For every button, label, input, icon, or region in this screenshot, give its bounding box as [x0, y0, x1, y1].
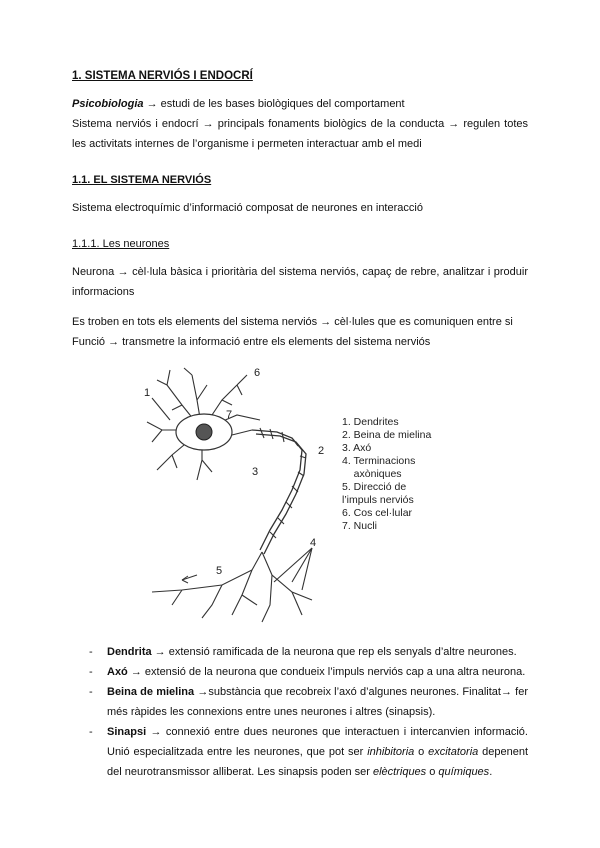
sinapsi-definition-part1: → connexió entre dues neurones que interactuen i intercanvien informació. Unió especialitzada entre les neurones, que pot ser — [107, 726, 528, 758]
dendrita-term: Dendrita — [107, 646, 152, 658]
troben-paragraph — [72, 312, 528, 352]
sinapsi-end: . — [489, 766, 493, 778]
sinapsi-quimiques: químiques — [438, 766, 490, 778]
neuron-label-5: 5 — [216, 565, 223, 577]
nucleus-shape — [196, 424, 212, 440]
section-1-1-title: 1.1. EL SISTEMA NERVIÓS — [72, 174, 212, 186]
psicobiologia-definition: → estudi de les bases biològiques del comportament — [143, 98, 405, 110]
neuron-label-4: 4 — [310, 537, 317, 549]
legend-item: 2. Beina de mielina — [342, 429, 432, 441]
list-item-axo — [72, 662, 528, 682]
bullet-dash: - — [89, 666, 93, 678]
axo-term: Axó — [107, 666, 128, 678]
list-item-sinapsi — [72, 722, 528, 782]
legend-item: 3. Axó — [342, 442, 372, 454]
legend-item: 7. Nucli — [342, 520, 378, 532]
troben-line: Es troben en tots els elements del sistema nerviós → cèl·lules que es comuniquen entre si — [72, 316, 513, 328]
legend-item: l’impuls nerviós — [342, 494, 414, 506]
bullet-dash: - — [89, 726, 93, 738]
bullet-dash: - — [89, 686, 93, 698]
legend-item: 1. Dendrites — [342, 416, 399, 428]
psicobiologia-paragraph — [72, 94, 528, 114]
legend-item: axòniques — [342, 468, 402, 480]
neuron-label-1: 1 — [144, 387, 151, 399]
neuron-label-3: 3 — [252, 466, 259, 478]
sinapsi-definition-part2: depenent del neurotransmissor alliberat. Les sinapsis poden ser — [107, 746, 529, 778]
axo-definition: → extensió de la neurona que condueix l’impuls nerviós cap a una altra neurona. — [127, 666, 526, 678]
neuron-legend — [342, 416, 431, 533]
psicobiologia-term: Psicobiologia — [72, 98, 144, 110]
sinapsi-term: Sinapsi — [107, 726, 147, 738]
dendrita-definition: → extensió ramificada de la neurona que rep els senyals d’altre neurones. — [151, 646, 517, 658]
legend-item: 6. Cos cel·lular — [342, 507, 413, 519]
sistema-electroquimic-paragraph: Sistema electroquímic d’informació composat de neurones en interacció — [72, 202, 423, 214]
definitions-list — [72, 642, 528, 782]
list-item-beina — [72, 682, 528, 722]
sinapsi-electriques: elèctriques — [372, 766, 427, 778]
sinapsi-inhibitoria: inhibitoria — [367, 746, 415, 758]
section-1-title: 1. SISTEMA NERVIÓS I ENDOCRÍ — [72, 70, 253, 82]
funcio-line: Funció → transmetre la informació entre els elements del sistema nerviós — [72, 336, 431, 348]
neuron-illustration — [142, 360, 342, 632]
legend-item: 4. Terminacions — [342, 455, 416, 467]
document-page — [72, 66, 528, 782]
legend-item: 5. Direcció de — [342, 481, 407, 493]
bullet-dash: - — [89, 646, 93, 658]
sinapsi-or-2: o — [426, 766, 439, 778]
beina-definition: →substància que recobreix l’axó d’algunes neurones. Finalitat→ fer més ràpides les connexions entre unes neurones i altres (sinapsis). — [107, 686, 528, 718]
beina-term: Beina de mielina — [107, 686, 195, 698]
sistema-paragraph: Sistema nerviós i endocrí → principals fonaments biològics de la conducta → regulen totes les activitats internes de l’organisme i permeten interactuar amb el medi — [72, 118, 528, 150]
neuron-label-2: 2 — [318, 445, 325, 457]
neuron-label-6: 6 — [254, 367, 261, 379]
neuron-label-7: 7 — [226, 409, 233, 421]
section-1-1-1-title: 1.1.1. Les neurones — [72, 238, 170, 250]
sinapsi-excitatoria: excitatoria — [428, 746, 479, 758]
neuron-figure — [72, 360, 528, 632]
sinapsi-or-1: o — [414, 746, 429, 758]
neurona-definition: Neurona → cèl·lula bàsica i prioritària del sistema nerviós, capaç de rebre, analitzar i produir informacions — [72, 266, 528, 298]
list-item-dendrita — [72, 642, 528, 662]
